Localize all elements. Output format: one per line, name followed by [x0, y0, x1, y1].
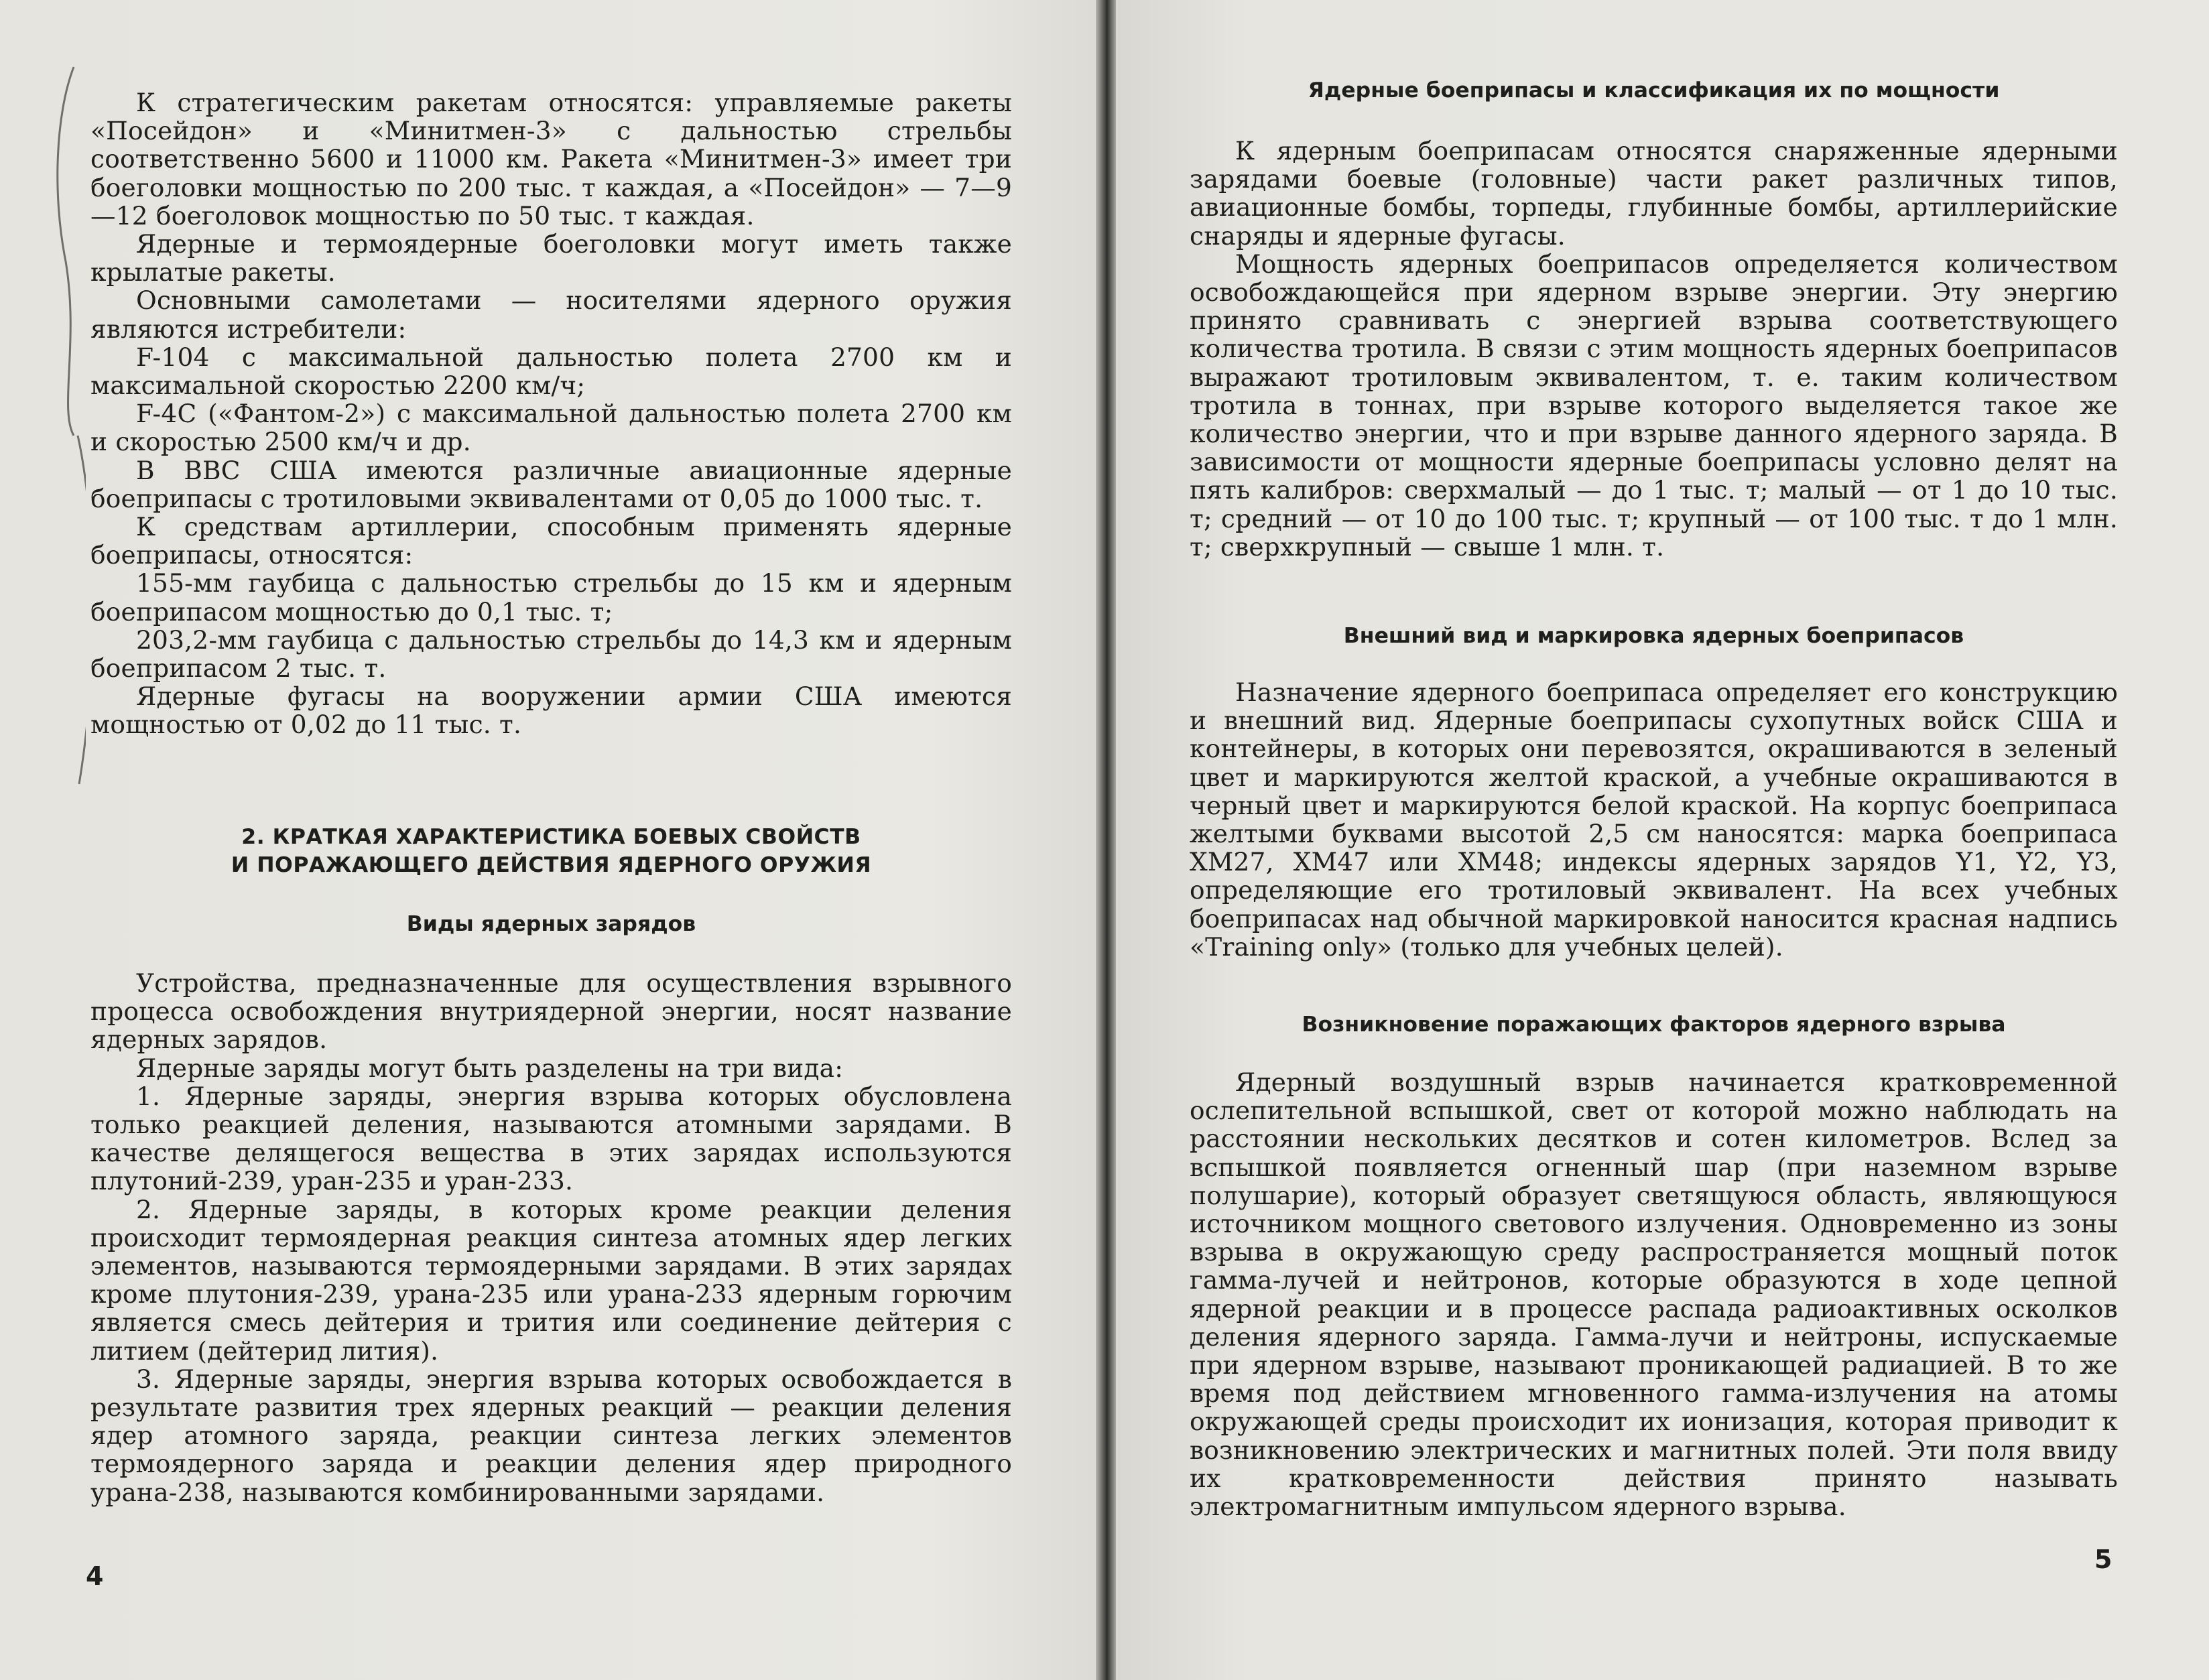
paragraph: Ядерные и термоядерные боеголовки могут иметь также крылатые ракеты. — [90, 229, 1012, 287]
paragraph: 203,2-мм гаубица с дальностью стрельбы до 14,3 км и ядерным боеприпасом 2 тыс. т. — [90, 625, 1012, 684]
section-heading: Виды ядерных зарядов — [406, 912, 696, 936]
paragraph: 3. Ядерные заряды, энергия взрыва которых освобождается в результате развития трех ядерных реакций — реакции деления ядер атомного заряда, реакции синтеза легких элементов термоядерного заряда и реакции деления ядер природного урана-238, называются комбинированными зарядами. — [90, 1364, 1012, 1507]
paragraph: Назначение ядерного боеприпаса определяет его конструкцию и внешний вид. Ядерные боеприпасы сухопутных войск США и контейнеры, в которых они перевозятся, окрашиваются в зеленый цвет и маркируются желтой краской, а учебные окрашиваются в черный цвет и маркируются белой краской. На корпус боеприпаса желтыми буквами высотой 2,5 см наносятся: марка боеприпаса XM27, XM47 или XM48; индексы ядерных зарядов Y1, Y2, Y3, определяющие его тротиловый эквивалент. На всех учебных боеприпасах над обычной маркировкой наносится красная надпись «Training only» (только для учебных целей). — [1190, 677, 2118, 962]
paragraph: F-4C («Фантом-2») с максимальной дальностью полета 2700 км и скоростью 2500 км/ч и др. — [90, 399, 1012, 457]
section-heading: Внешний вид и маркировка ядерных боеприпасов — [1343, 624, 1964, 648]
book-gutter — [1096, 0, 1116, 1680]
chapter-heading — [90, 823, 1012, 879]
paragraph: Мощность ядерных боеприпасов определяется количеством освобождающейся при ядерном взрыве энергии. Эту энергию принято сравнивать с энергией взрыва соответствующего количества тротила. В связи с этим мощность ядерных боеприпасов выражают тротиловым эквивалентом, т. е. таким количеством тротила в тоннах, при взрыве которого выделяется такое же количество энергии, что и при взрыве данного ядерного заряда. В зависимости от мощности ядерные боеприпасы условно делят на пять калибров: сверхмалый — до 1 тыс. т; малый — от 1 до 10 тыс. т; средний — от 10 до 100 тыс. т; крупный — от 100 тыс. т до 1 млн. т; сверхкрупный — свыше 1 млн. т. — [1190, 249, 2118, 562]
right-section2-paragraphs — [1190, 678, 2118, 961]
right-section3-paragraphs — [1190, 1068, 2118, 1521]
chapter-heading-line: 2. КРАТКАЯ ХАРАКТЕРИСТИКА БОЕВЫХ СВОЙСТВ — [241, 825, 861, 849]
paragraph: В ВВС США имеются различные авиационные ядерные боеприпасы с тротиловыми эквивалентами от 0,05 до 1000 тыс. т. — [90, 455, 1012, 513]
left-top-paragraphs — [90, 88, 1012, 739]
paragraph: Ядерные заряды могут быть разделены на три вида: — [136, 1053, 844, 1083]
paragraph: Ядерные фугасы на вооружении армии США имеются мощностью от 0,02 до 11 тыс. т. — [90, 682, 1012, 740]
chapter-heading-line: И ПОРАЖАЮЩЕГО ДЕЙСТВИЯ ЯДЕРНОГО ОРУЖИЯ — [231, 853, 872, 877]
section-heading: Ядерные боеприпасы и классификация их по мощности — [1308, 78, 2000, 103]
paragraph: К средствам артиллерии, способным применять ядерные боеприпасы, относятся: — [90, 512, 1012, 570]
paragraph: F-104 с максимальной дальностью полета 2700 км и максимальной скоростью 2200 км/ч; — [90, 342, 1012, 401]
paragraph: 1. Ядерные заряды, энергия взрыва которых обусловлена только реакцией деления, называются атомными зарядами. В качестве делящегося вещества в этих зарядах используются плутоний-239, уран-235 и уран-233. — [90, 1081, 1012, 1196]
paragraph: Устройства, предназначенные для осуществления взрывного процесса освобождения внутриядерной энергии, носят название ядерных зарядов. — [90, 968, 1012, 1055]
left-bottom-paragraphs — [90, 969, 1012, 1506]
paragraph: 155-мм гаубица с дальностью стрельбы до 15 км и ядерным боеприпасом мощностью до 0,1 тыс. т; — [90, 568, 1012, 627]
right-section1-paragraphs — [1190, 137, 2118, 561]
paragraph: Ядерный воздушный взрыв начинается кратковременной ослепительной вспышкой, свет от которой можно наблюдать на расстоянии нескольких десятков и сотен километров. Вслед за вспышкой появляется огненный шар (при наземном взрыве полушарие), который образует светящуюся область, являющуюся источником мощного светового излучения. Одновременно из зоны взрыва в окружающую среду распространяется мощный поток гамма-лучей и нейтронов, которые образуются в ходе цепной ядерной реакции и в процессе распада радиоактивных осколков деления ядерного заряда. Гамма-лучи и нейтроны, испускаемые при ядерном взрыве, называют проникающей радиацией. В то же время под действием мгновенного гамма-излучения на атомы окружающей среды происходит их ионизация, которая приводит к возникновению электрических и магнитных полей. Эти поля ввиду их кратковременности действия принято называть электромагнитным импульсом ядерного взрыва. — [1190, 1068, 2118, 1522]
paragraph: Основными самолетами — носителями ядерного оружия являются истребители: — [90, 285, 1012, 344]
section-heading: Возникновение поражающих факторов ядерного взрыва — [1302, 1013, 2006, 1037]
paragraph: 2. Ядерные заряды, в которых кроме реакции деления происходит термоядерная реакция синтеза атомных ядер легких элементов, называются термоядерными зарядами. В этих зарядах кроме плутония-239, урана-235 или урана-233 ядерным горючим является смесь дейтерия и трития или соединение дейтерия с литием (дейтерид лития). — [90, 1194, 1012, 1366]
page-number: 4 — [86, 1561, 104, 1591]
page-number: 5 — [2094, 1545, 2112, 1574]
left-page — [0, 0, 1096, 1680]
pencil-bracket-mark — [39, 60, 86, 797]
paragraph: К ядерным боеприпасам относятся снаряженные ядерными зарядами боевые (головные) части ракет различных типов, авиационные бомбы, торпеды, глубинные бомбы, артиллерийские снаряды и ядерные фугасы. — [1190, 136, 2118, 251]
right-page — [1116, 0, 2209, 1680]
paragraph: К стратегическим ракетам относятся: управляемые ракеты «Посейдон» и «Минитмен-3» с дальностью стрельбы соответственно 5600 и 11000 км. Ракета «Минитмен-3» имеет три боеголовки мощностью по 200 тыс. т каждая, а «Посейдон» — 7—9—12 боеголовок мощностью по 50 тыс. т каждая. — [90, 88, 1012, 231]
